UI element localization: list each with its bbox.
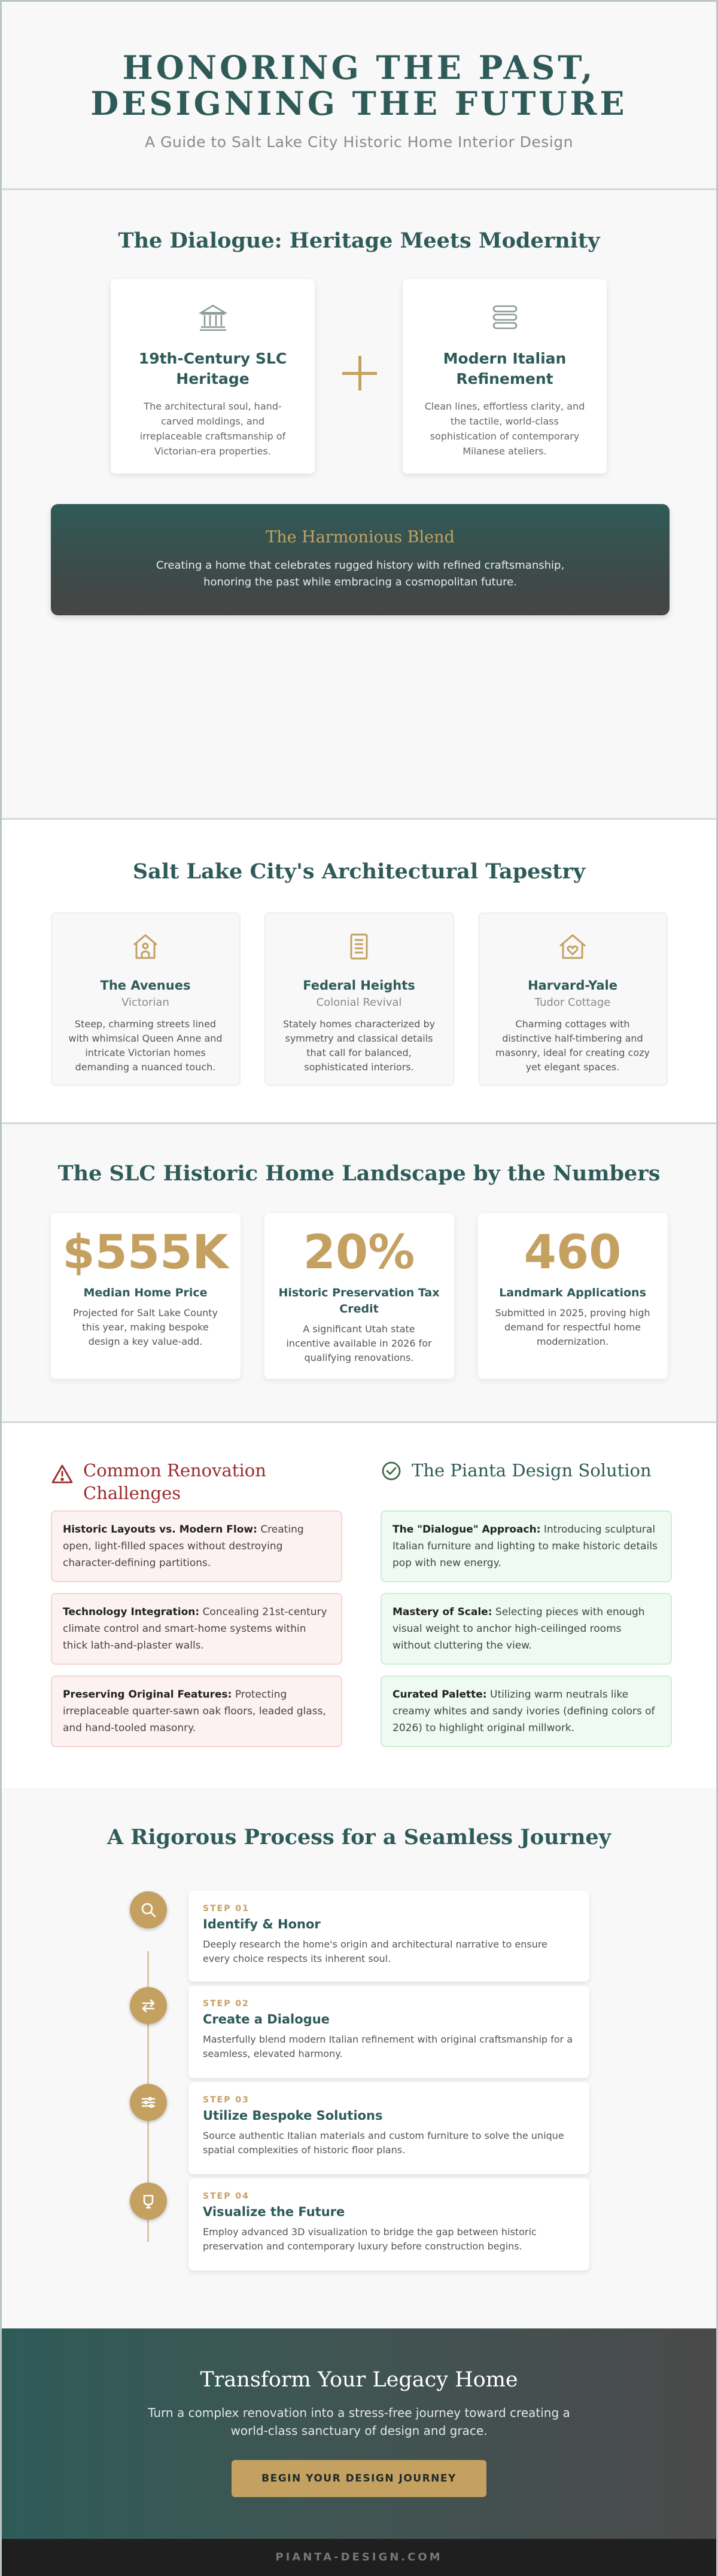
cta-title: Transform Your Legacy Home [200, 2368, 518, 2392]
cta-text: Turn a complex renovation into a stress-free journey toward creating a world-class sanctuary of design and grace. [148, 2406, 570, 2438]
heritage-text: The architectural soul, hand-carved moldings, and irreplaceable craftsmanship of Victorian-era properties. [139, 401, 286, 457]
search-icon [130, 1891, 167, 1928]
challenge-label: Historic Layouts vs. Modern Flow: [63, 1524, 257, 1536]
neighborhood-style: Tudor Cottage [534, 996, 611, 1009]
stat-text: A significant Utah state incentive available in 2026 for qualifying renovations. [286, 1323, 432, 1363]
challenges-title: Common Renovation Challenges [83, 1460, 266, 1503]
solution-label: Curated Palette: [393, 1689, 487, 1701]
challenge-label: Preserving Original Features: [63, 1689, 232, 1701]
stat-card [51, 1213, 241, 1379]
stat-title: Historic Preservation Tax Credit [278, 1286, 440, 1316]
solution-column [381, 1459, 672, 1788]
blend-title: The Harmonious Blend [266, 528, 455, 547]
cta-section [2, 2328, 716, 2539]
warning-icon [51, 1459, 74, 1488]
solution-title: The Pianta Design Solution [412, 1460, 652, 1481]
step-number: STEP 01 [203, 1904, 250, 1913]
step-number: STEP 04 [203, 2192, 250, 2201]
classical-building-icon [197, 324, 229, 335]
footer-link[interactable]: PIANTA-DESIGN.COM [275, 2551, 443, 2563]
harmonious-blend-banner [51, 504, 670, 615]
solution-item [381, 1675, 672, 1747]
house-person-icon [130, 953, 160, 964]
footer [2, 2539, 716, 2576]
neighborhood-text: Stately homes characterized by symmetry and classical details that call for balanced, sophisticated interiors. [282, 1018, 436, 1073]
step-number: STEP 02 [203, 1999, 250, 2009]
stat-value: $555K [62, 1226, 229, 1280]
neighborhood-title: Federal Heights [303, 978, 415, 993]
heritage-card [111, 279, 315, 474]
italian-text: Clean lines, effortless clarity, and the tactile, world-class sophistication of contemporary Milanese ateliers. [424, 401, 585, 457]
neighborhood-cards [2, 912, 716, 1086]
plus-icon [342, 356, 377, 390]
neighborhood-style: Colonial Revival [316, 996, 402, 1009]
italian-title: Modern Italian Refinement [443, 350, 567, 387]
solution-text: Introducing sculptural Italian furniture and lighting to make historic details pop with new energy. [393, 1524, 658, 1569]
stat-cards [2, 1213, 716, 1379]
neighborhood-text: Charming cottages with distinctive half-timbering and masonry, ideal for creating cozy yet elegant spaces. [495, 1018, 650, 1073]
stat-card [478, 1213, 668, 1379]
stat-text: Projected for Salt Lake County this year, making bespoke design a key value-add. [72, 1307, 218, 1347]
cube-view-icon [130, 2183, 167, 2220]
neighborhood-title: The Avenues [100, 978, 191, 993]
heritage-title: 19th-Century SLC Heritage [138, 350, 287, 387]
tapestry-section [2, 820, 716, 1122]
challenges-header [51, 1459, 342, 1510]
neighborhood-card [264, 912, 454, 1086]
neighborhood-card [51, 912, 241, 1086]
stat-value: 460 [524, 1226, 622, 1280]
stat-text: Submitted in 2025, proving high demand for respectful home modernization. [495, 1307, 650, 1347]
stat-title: Median Home Price [83, 1286, 208, 1299]
step-title: Create a Dialogue [203, 2012, 330, 2026]
check-circle-icon [381, 1459, 402, 1484]
challenge-label: Technology Integration: [63, 1606, 200, 1618]
house-heart-icon [558, 953, 588, 964]
stat-card [264, 1213, 454, 1379]
process-section [2, 1788, 716, 2328]
step-text: Source authentic Italian materials and custom furniture to solve the unique spatial complexities of historic floor plans. [203, 2130, 564, 2156]
begin-design-journey-button[interactable]: BEGIN YOUR DESIGN JOURNEY [232, 2460, 486, 2497]
solution-item [381, 1510, 672, 1582]
hero-subtitle: A Guide to Salt Lake City Historic Home Interior Design [145, 133, 573, 151]
sliders-icon [130, 2084, 167, 2121]
process-step [188, 2082, 589, 2174]
stat-title: Landmark Applications [499, 1286, 646, 1299]
blend-text: Creating a home that celebrates rugged history with refined craftsmanship, honoring the past while embracing a cosmopolitan future. [156, 559, 565, 588]
challenge-text: Protecting irreplaceable quarter-sawn oak floors, leaded glass, and hand-tooled masonry. [63, 1689, 326, 1734]
neighborhood-title: Harvard-Yale [528, 978, 617, 993]
challenge-item [51, 1593, 342, 1665]
challenge-text: Creating open, light-filled spaces without destroying character-defining partitions. [63, 1524, 304, 1569]
solution-label: Mastery of Scale: [393, 1606, 492, 1618]
solution-text: Selecting pieces with enough visual weight to anchor high-ceilinged rooms without cluttering the view. [393, 1606, 645, 1652]
process-step [188, 1891, 589, 1982]
solution-header [381, 1459, 672, 1510]
neighborhood-text: Steep, charming streets lined with whimsical Queen Anne and intricate Victorian homes demanding a nuanced touch. [68, 1018, 223, 1073]
process-title: A Rigorous Process for a Seamless Journey [107, 1825, 611, 1849]
dialogue-section [2, 190, 716, 818]
stat-value: 20% [303, 1226, 415, 1280]
step-text: Masterfully blend modern Italian refinement with original craftsmanship for a seamless, elevated harmony. [203, 2034, 573, 2059]
stacked-layers-icon [489, 324, 521, 335]
scroll-document-icon [344, 953, 374, 964]
step-text: Deeply research the home's origin and architectural narrative to ensure every choice respects its inherent soul. [203, 1939, 547, 1964]
challenge-text: Concealing 21st-century climate control and smart-home systems within thick lath-and-plaster walls. [63, 1606, 327, 1652]
challenge-item [51, 1510, 342, 1582]
challenges-column [51, 1459, 342, 1788]
numbers-title: The SLC Historic Home Landscape by the Numbers [57, 1161, 661, 1186]
step-number: STEP 03 [203, 2095, 250, 2105]
dialogue-title: The Dialogue: Heritage Meets Modernity [118, 228, 600, 253]
hero-section [2, 2, 716, 188]
solution-item [381, 1593, 672, 1665]
process-step [188, 1986, 589, 2078]
step-text: Employ advanced 3D visualization to bridge the gap between historic preservation and contemporary luxury before construction begins. [203, 2226, 537, 2252]
neighborhood-card [478, 912, 668, 1086]
italian-card [403, 279, 607, 474]
tapestry-title: Salt Lake City's Architectural Tapestry [132, 859, 586, 884]
solution-label: The "Dialogue" Approach: [393, 1524, 541, 1536]
challenges-solution-section [2, 1423, 716, 1788]
swap-arrows-icon [130, 1987, 167, 2024]
neighborhood-style: Victorian [121, 996, 169, 1009]
step-title: Utilize Bespoke Solutions [203, 2108, 383, 2123]
hero-title-line1: HONORING THE PAST, [122, 48, 596, 87]
numbers-section [2, 1124, 716, 1421]
step-title: Identify & Honor [203, 1917, 321, 1931]
step-title: Visualize the Future [203, 2205, 345, 2219]
challenge-item [51, 1675, 342, 1747]
hero-title-line2: DESIGNING THE FUTURE [90, 84, 628, 123]
process-step [188, 2178, 589, 2270]
dialogue-cards [2, 279, 716, 477]
solution-text: Utilizing warm neutrals like creamy whites and sandy ivories (defining colors of 2026) to highlight original millwork. [393, 1689, 655, 1734]
hero-title [2, 50, 716, 121]
